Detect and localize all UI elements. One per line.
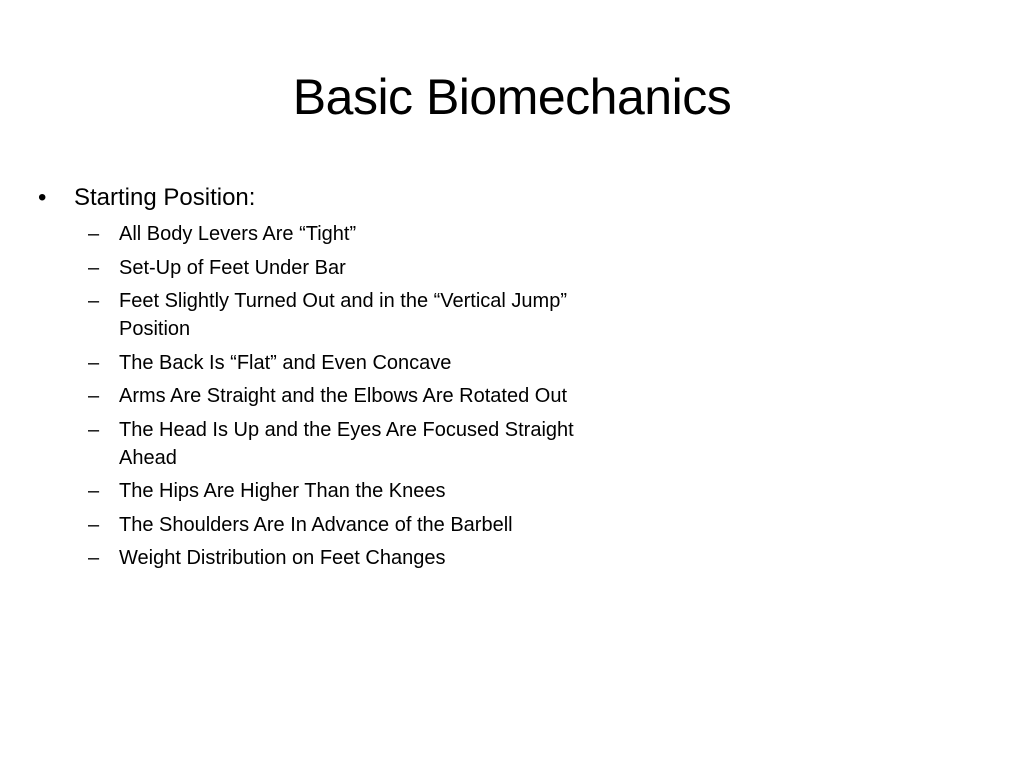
sub-bullet-text: The Head Is Up and the Eyes Are Focused Straight Ahead xyxy=(119,418,574,469)
sub-bullet-text: The Hips Are Higher Than the Knees xyxy=(119,480,446,502)
sub-bullet-item xyxy=(38,254,599,282)
sub-bullet-item xyxy=(38,382,599,410)
slide-title: Basic Biomechanics xyxy=(292,69,732,125)
dash-icon: – xyxy=(88,547,100,569)
sub-bullet-item xyxy=(38,287,599,343)
sub-bullet-text: All Body Levers Are “Tight” xyxy=(119,223,357,245)
dash-icon: – xyxy=(88,290,100,312)
sub-bullet-text: Weight Distribution on Feet Changes xyxy=(119,547,446,569)
dash-icon: – xyxy=(88,351,100,374)
slide-content xyxy=(38,180,618,578)
sub-bullet-item xyxy=(38,544,599,572)
sub-bullet-text: Set-Up of Feet Under Bar xyxy=(119,256,346,279)
sub-bullet-item xyxy=(38,511,599,539)
sub-bullet-text: The Shoulders Are In Advance of the Barbell xyxy=(119,513,513,536)
sub-bullet-item xyxy=(38,416,599,472)
sub-bullet-item xyxy=(38,349,599,377)
bullet-starting-position xyxy=(38,180,618,216)
sub-bullet-list xyxy=(38,220,618,572)
bullet-icon: • xyxy=(38,184,47,211)
sub-bullet-text: The Back Is “Flat” and Even Concave xyxy=(119,351,452,374)
dash-icon: – xyxy=(88,513,100,536)
sub-bullet-item xyxy=(38,220,599,248)
dash-icon: – xyxy=(88,418,100,441)
dash-icon: – xyxy=(88,385,100,407)
dash-icon: – xyxy=(88,480,100,502)
sub-bullet-text: Arms Are Straight and the Elbows Are Rotated Out xyxy=(119,385,568,407)
dash-icon: – xyxy=(88,223,100,245)
dash-icon: – xyxy=(88,256,100,279)
sub-bullet-text: Feet Slightly Turned Out and in the “Vertical Jump” Position xyxy=(119,290,567,340)
bullet-text: Starting Position: xyxy=(74,184,256,211)
sub-bullet-item xyxy=(38,477,599,505)
